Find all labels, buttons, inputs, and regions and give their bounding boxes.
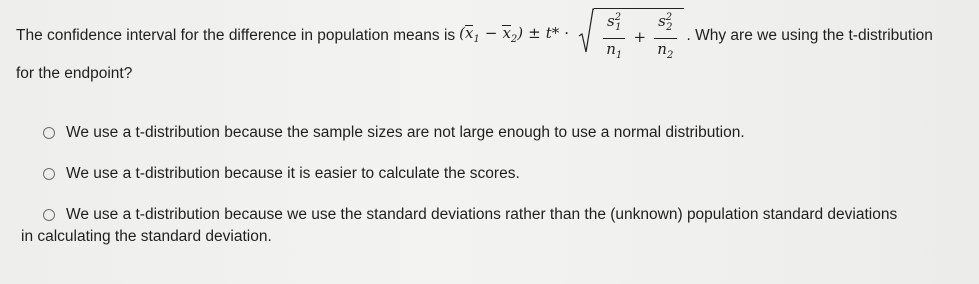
choice-2-text[interactable]: We use a t-distribution because it is easier to calculate the scores.	[66, 165, 520, 182]
choice-1-text[interactable]: We use a t-distribution because the sample sizes are not large enough to use a normal distribution.	[66, 124, 745, 141]
answer-choices	[21, 123, 943, 247]
square-root: $\frac{s^2_1}{n_1}$ + $\frac{s^2_2}{n_2}$	[578, 8, 683, 65]
question-line-2: for the endpoint?	[16, 65, 133, 82]
choice-3-text-line-1[interactable]: We use a t-distribution because we use the standard deviations rather than the (unknown) population standard deviations	[66, 206, 898, 223]
choice-3[interactable]	[21, 205, 943, 247]
fraction-s1-n1: $\frac{s^2_1}{n_1}$	[603, 9, 625, 65]
choice-3-text-line-2[interactable]: in calculating the standard deviation.	[21, 228, 272, 245]
question-prefix: The confidence interval for the difference in population means is	[16, 27, 456, 44]
radical-sign-icon	[578, 8, 594, 54]
radio-button-choice-2[interactable]	[43, 168, 55, 180]
fraction-s2-n2: $\frac{s^2_2}{n_2}$	[654, 9, 676, 65]
x-bar-1: x	[465, 23, 474, 42]
radio-button-choice-1[interactable]	[43, 127, 55, 139]
radio-button-choice-3[interactable]	[43, 209, 55, 221]
question-line-1	[16, 10, 956, 62]
question-text	[16, 10, 956, 84]
t-star: t*	[545, 23, 560, 42]
choice-1[interactable]	[43, 123, 943, 143]
confidence-interval-formula: $(x_1 - x_2) \pm t*$ · $\frac{s^2_1}{n_1}$ + $\frac{s^2_2}{n_2}$	[459, 8, 683, 65]
question-suffix: . Why are we using the t-distribution	[686, 27, 933, 44]
choice-2[interactable]	[43, 164, 943, 184]
x-bar-2: x	[502, 23, 511, 42]
